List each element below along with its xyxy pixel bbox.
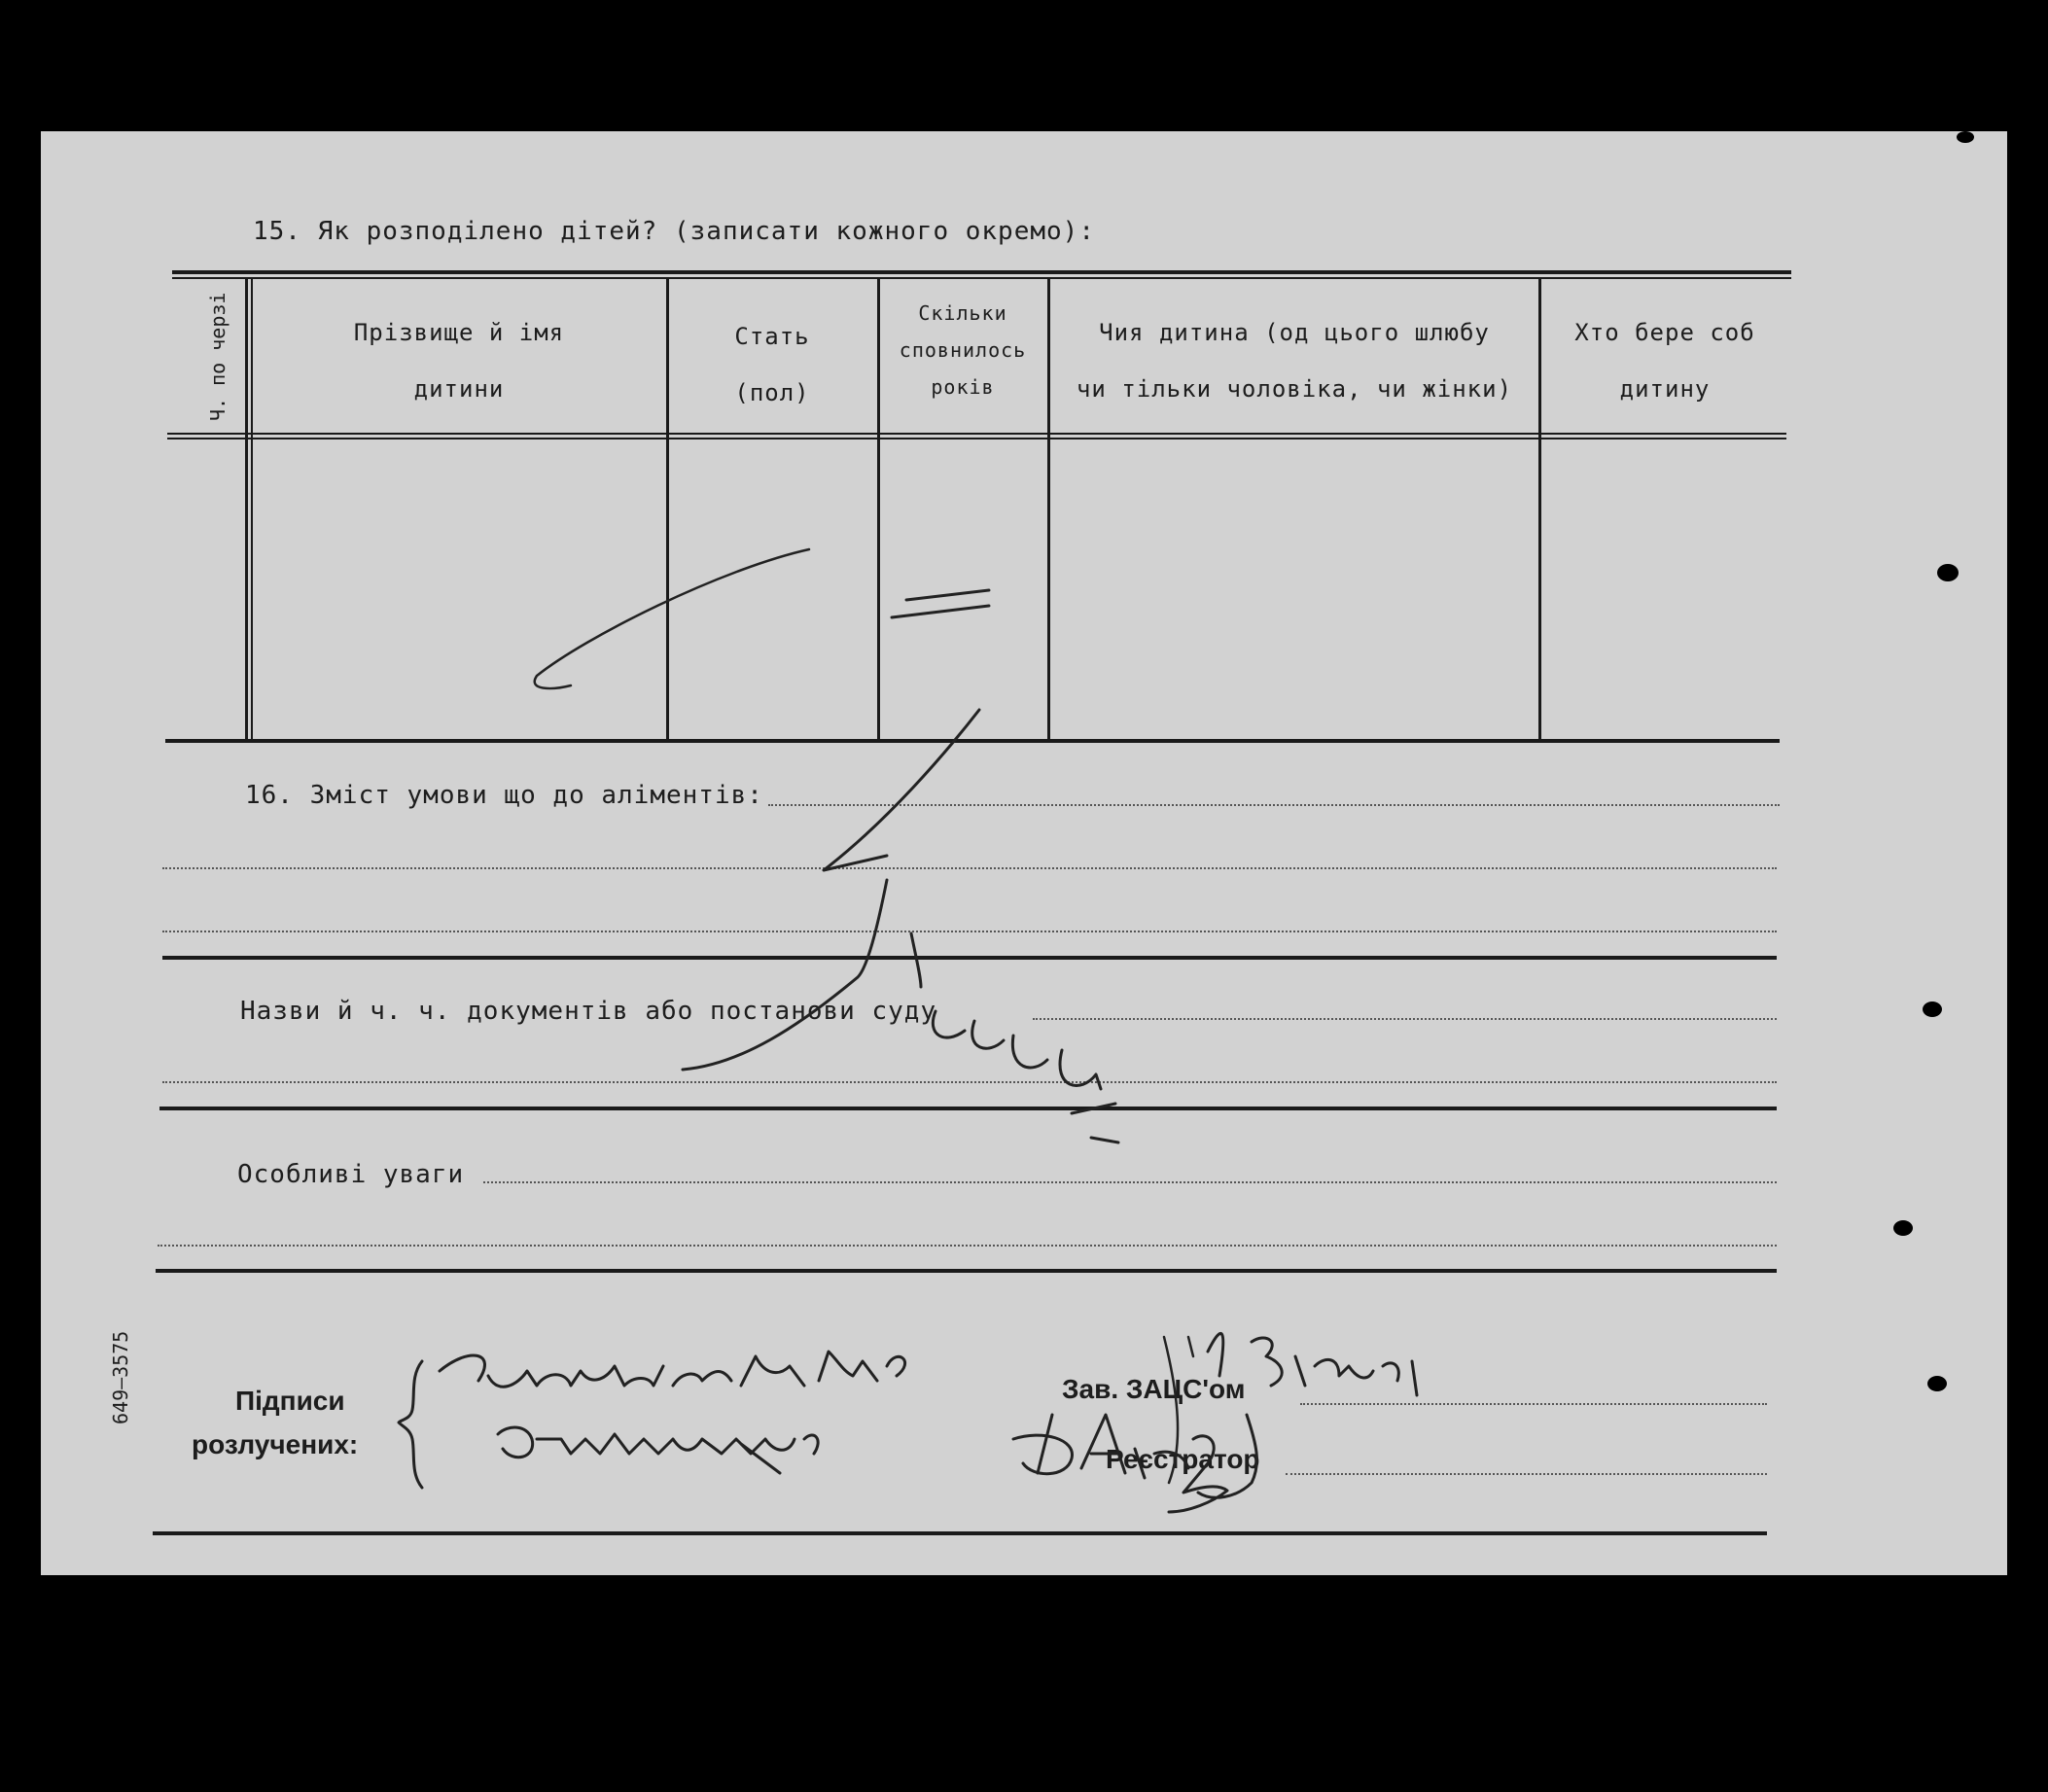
section-15-title: 15. Як розподілено дітей? (записати кожного окремо):: [253, 217, 1095, 246]
registrar-label: Реєстратор: [1106, 1444, 1260, 1474]
section-16-label: 16. Зміст умови що до аліментів:: [245, 781, 763, 810]
header-who-takes: Хто бере соб дитину: [1574, 319, 1755, 403]
header-child-name: Прізвище й імя дитини: [353, 319, 565, 403]
form-code: 649—3575: [109, 1330, 132, 1424]
header-age: Скільки сповнилось років: [899, 301, 1027, 399]
head-zags-label: Зав. ЗАЦС'ом: [1062, 1374, 1246, 1404]
handwriting-strokes: [41, 131, 2007, 1575]
documents-label: Назви й ч. ч. документів або постанови суду: [240, 997, 937, 1026]
header-order: Ч. по черзі: [206, 292, 230, 421]
notes-label: Особливі уваги: [237, 1160, 465, 1189]
form-sheet: [41, 131, 2007, 1575]
signatures-label-line2: розлучених:: [192, 1429, 359, 1459]
signatures-label-line1: Підписи: [235, 1386, 345, 1416]
header-whose-child: Чия дитина (од цього шлюбу чи тільки чоловіка, чи жінки): [1076, 319, 1513, 403]
header-sex: Стать (пол): [734, 323, 810, 406]
